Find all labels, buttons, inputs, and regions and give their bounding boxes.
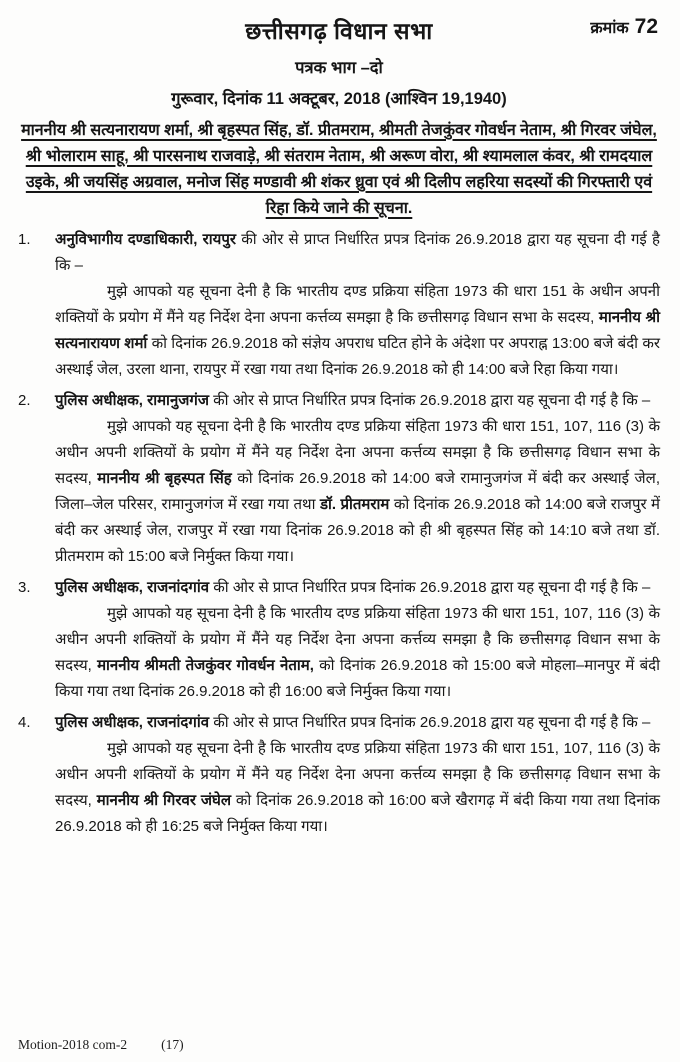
document-header bbox=[18, 14, 660, 48]
text-segment: को दिनांक 26.9.2018 को 16:00 बजे खैरागढ़ में बंदी किया गया तथा दिनांक 26.9.2018 को ही 16:25 बजे निर्मुक्त किया गया। bbox=[55, 792, 660, 835]
text-segment: मुझे आपको यह सूचना देनी है कि भारतीय दण्ड प्रक्रिया संहिता 1973 की धारा 151, 107, 116 (3) के अधीन अपनी शक्तियों के प्रयोग में मैंने यह निर्देश देना अपना कर्त्तव्य समझा है कि छत्तीसगढ़ विधान सभा के सदस्य, bbox=[55, 740, 660, 809]
section-number: 3. bbox=[18, 579, 31, 596]
text-segment: की ओर से प्राप्त निर्धारित प्रपत्र दिनांक 26.9.2018 द्वारा यह सूचना दी गई है कि – bbox=[209, 714, 651, 731]
section-number: 2. bbox=[18, 392, 31, 409]
section-number: 4. bbox=[18, 714, 31, 731]
document-reference: Motion-2018 com-2 bbox=[18, 1037, 128, 1052]
office-name: अनुविभागीय दण्डाधिकारी, रायपुर bbox=[55, 231, 236, 248]
page-footer bbox=[18, 1037, 184, 1053]
section-intro bbox=[55, 710, 660, 736]
serial-value: 72 bbox=[634, 15, 658, 38]
member-name: माननीय श्री गिरवर जंघेल bbox=[96, 792, 232, 809]
office-name: पुलिस अधीक्षक, रामानुजगंज bbox=[55, 392, 209, 409]
text-segment: की ओर से प्राप्त निर्धारित प्रपत्र दिनांक 26.9.2018 द्वारा यह सूचना दी गई है कि – bbox=[55, 231, 660, 274]
part-line: पत्रक भाग –दो bbox=[295, 59, 383, 77]
section-body bbox=[55, 601, 660, 705]
section-body bbox=[55, 736, 660, 840]
section-body bbox=[55, 414, 660, 570]
section-4 bbox=[18, 710, 660, 840]
office-name: पुलिस अधीक्षक, राजनांदगांव bbox=[55, 714, 210, 731]
member-name: माननीय श्रीमती तेजकुंवर गोवर्धन नेताम, bbox=[97, 657, 314, 674]
section-intro bbox=[55, 227, 660, 279]
subject-heading: माननीय श्री सत्यनारायण शर्मा, श्री बृहस्पत सिंह, डॉ. प्रीतमराम, श्रीमती तेजकुंवर गोवर्धन नेताम, श्री गिरवर जंघेल, श्री भोलाराम साहू, श्री पारसनाथ राजवाड़े, श्री संतराम नेताम, श्री अरूण वोरा, श्री श्यामलाल कंवर, श्री रामदयाल उइके, श्री जयसिंह अग्रवाल, मनोज सिंह मण्डावी श्री शंकर ध्रुवा एवं श्री दिलीप लहरिया सदस्यों की गिरफ्तारी एवं रिहा किये जाने की सूचना. bbox=[21, 122, 657, 217]
text-segment: मुझे आपको यह सूचना देनी है कि भारतीय दण्ड प्रक्रिया संहिता 1973 की धारा 151, 107, 116 (3) के अधीन अपनी शक्तियों के प्रयोग में मैंने यह निर्देश देना अपना कर्त्तव्य समझा है कि छत्तीसगढ़ विधान सभा के सदस्य, bbox=[55, 418, 660, 487]
text-segment: मुझे आपको यह सूचना देनी है कि भारतीय दण्ड प्रक्रिया संहिता 1973 की धारा 151 के अधीन अपनी शक्तियों के प्रयोग में मैंने यह निर्देश देना अपना कर्त्तव्य समझा है कि छत्तीसगढ़ विधान सभा के सदस्य, bbox=[55, 283, 660, 326]
text-segment: को दिनांक 26.9.2018 को संज्ञेय अपराध घटित होने के अंदेशा पर अपराह्न 13:00 बजे बंदी कर अस्थाई जेल, उरला थाना, रायपुर में रखा गया तथा दिनांक 26.9.2018 को ही 14:00 बजे रिहा किया गया। bbox=[55, 335, 660, 378]
section-intro bbox=[55, 575, 660, 601]
serial-label: क्रमांक bbox=[590, 20, 629, 37]
text-segment: को दिनांक 26.9.2018 को 15:00 बजे मोहला–मानपुर में बंदी किया गया तथा दिनांक 26.9.2018 को ही 16:00 बजे निर्मुक्त किया गया। bbox=[55, 657, 660, 700]
section-content bbox=[55, 710, 660, 840]
date-line: गुरूवार, दिनांक 11 अक्टूबर, 2018 (आश्विन 19,1940) bbox=[171, 90, 507, 108]
serial-number bbox=[590, 15, 658, 39]
member-name: माननीय श्री सत्यनारायण शर्मा bbox=[55, 309, 660, 352]
section-1 bbox=[18, 227, 660, 383]
text-segment: को दिनांक 26.9.2018 को 14:00 बजे रामानुजगंज में बंदी कर अस्थाई जेल, जिला–जेल परिसर, रामानुजगंज में रखा गया तथा bbox=[55, 470, 660, 513]
section-content bbox=[55, 227, 660, 383]
text-segment: को दिनांक 26.9.2018 को 14:00 बजे राजपुर में बंदी कर अस्थाई जेल, राजपुर में रखा गया दिनांक 26.9.2018 को ही श्री बृहस्पत सिंह को 14:10 बजे तथा डॉ. प्रीतमराम को 15:00 बजे निर्मुक्त किया गया। bbox=[55, 496, 660, 565]
section-content bbox=[55, 575, 660, 705]
section-body bbox=[55, 279, 660, 383]
section-3 bbox=[18, 575, 660, 705]
page-title: छत्तीसगढ़ विधान सभा bbox=[245, 18, 433, 44]
text-segment: की ओर से प्राप्त निर्धारित प्रपत्र दिनांक 26.9.2018 द्वारा यह सूचना दी गई है कि – bbox=[209, 579, 651, 596]
page-number: (17) bbox=[161, 1037, 184, 1052]
section-content bbox=[55, 388, 660, 570]
text-segment: मुझे आपको यह सूचना देनी है कि भारतीय दण्ड प्रक्रिया संहिता 1973 की धारा 151, 107, 116 (3) के अधीन अपनी शक्तियों के प्रयोग में मैंने यह निर्देश देना अपना कर्त्तव्य समझा है कि छत्तीसगढ़ विधान सभा के सदस्य, bbox=[55, 605, 660, 674]
office-name: पुलिस अधीक्षक, राजनांदगांव bbox=[55, 579, 210, 596]
section-intro bbox=[55, 388, 660, 414]
member-name: डॉ. प्रीतमराम bbox=[319, 496, 390, 513]
member-name: माननीय श्री बृहस्पत सिंह bbox=[97, 470, 232, 487]
section-number: 1. bbox=[18, 231, 31, 248]
section-2 bbox=[18, 388, 660, 570]
text-segment: की ओर से प्राप्त निर्धारित प्रपत्र दिनांक 26.9.2018 द्वारा यह सूचना दी गई है कि – bbox=[208, 392, 651, 409]
